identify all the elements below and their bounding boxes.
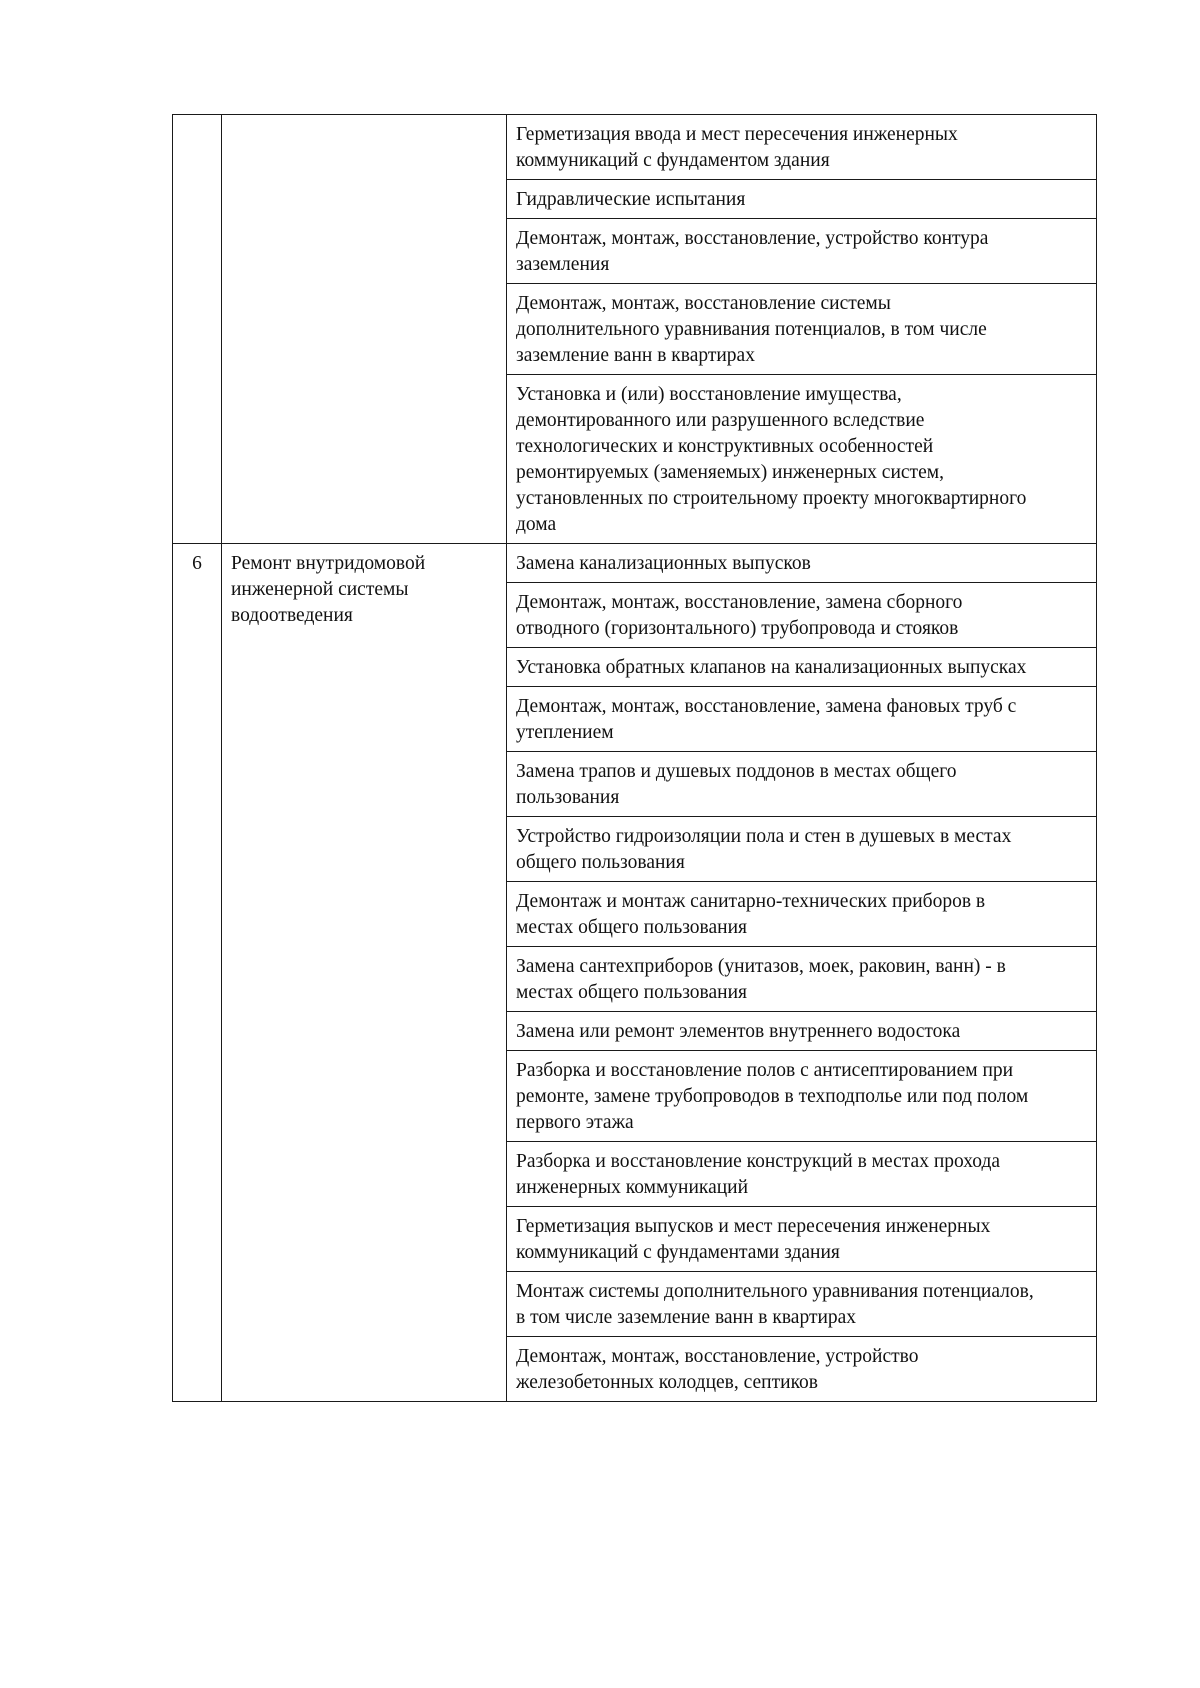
work-item-text: Демонтаж, монтаж, восстановление, замена сборного bbox=[516, 592, 963, 613]
work-item-text: Демонтаж, монтаж, восстановление, устройство контура bbox=[516, 228, 989, 249]
work-item-text: демонтированного или разрушенного вследствие bbox=[516, 410, 925, 431]
work-item-cell bbox=[507, 752, 1097, 817]
work-item-text: Демонтаж, монтаж, восстановление, устройство bbox=[516, 1346, 919, 1367]
work-item-text: дополнительного уравнивания потенциалов, в том числе bbox=[516, 319, 987, 340]
continued-section-name-cell bbox=[222, 115, 507, 544]
work-item-cell bbox=[507, 1142, 1097, 1207]
works-table-body bbox=[173, 115, 1097, 1402]
table-row bbox=[173, 115, 1097, 180]
work-item-text: Замена трапов и душевых поддонов в местах общего bbox=[516, 761, 957, 782]
work-item-cell bbox=[507, 1272, 1097, 1337]
work-item-text: Разборка и восстановление конструкций в местах прохода bbox=[516, 1151, 1001, 1172]
work-item-text: заземление ванн в квартирах bbox=[516, 345, 755, 366]
work-item-cell bbox=[507, 1207, 1097, 1272]
work-item-cell bbox=[507, 219, 1097, 284]
work-item-text: дома bbox=[516, 514, 557, 535]
work-item-text: установленных по строительному проекту многоквартирного bbox=[516, 488, 1027, 509]
work-item-cell bbox=[507, 375, 1097, 544]
work-item-text: Демонтаж, монтаж, восстановление, замена фановых труб с bbox=[516, 696, 1017, 717]
work-item-cell bbox=[507, 284, 1097, 375]
work-item-text: местах общего пользования bbox=[516, 917, 747, 938]
work-item-text: общего пользования bbox=[516, 852, 685, 873]
section-name bbox=[222, 544, 507, 1402]
work-item-text: Гидравлические испытания bbox=[516, 189, 746, 210]
work-item-cell bbox=[507, 1051, 1097, 1142]
work-item-text: инженерных коммуникаций bbox=[516, 1177, 749, 1198]
work-item-cell bbox=[507, 1337, 1097, 1402]
work-item-cell bbox=[507, 882, 1097, 947]
table-row bbox=[173, 544, 1097, 583]
work-item-cell bbox=[507, 583, 1097, 648]
work-item-text: отводного (горизонтального) трубопровода и стояков bbox=[516, 618, 959, 639]
work-item-cell bbox=[507, 648, 1097, 687]
work-item-text: Герметизация ввода и мест пересечения инженерных bbox=[516, 124, 958, 145]
work-item-cell bbox=[507, 817, 1097, 882]
work-item-text: заземления bbox=[516, 254, 610, 275]
work-item-cell bbox=[507, 947, 1097, 1012]
work-item-text: Установка и (или) восстановление имущества, bbox=[516, 384, 902, 405]
work-item-text: Демонтаж, монтаж, восстановление системы bbox=[516, 293, 891, 314]
work-item-text: железобетонных колодцев, септиков bbox=[516, 1372, 819, 1393]
work-item-cell bbox=[507, 115, 1097, 180]
work-item-text: Демонтаж и монтаж санитарно-технических приборов в bbox=[516, 891, 986, 912]
section-name-text: водоотведения bbox=[231, 605, 353, 626]
work-item-text: ремонте, замене трубопроводов в техподполье или под полом bbox=[516, 1086, 1029, 1107]
work-item-text: Герметизация выпусков и мест пересечения инженерных bbox=[516, 1216, 991, 1237]
work-item-cell bbox=[507, 1012, 1097, 1051]
work-item-text: Разборка и восстановление полов с антисептированием при bbox=[516, 1060, 1014, 1081]
work-item-text: технологических и конструктивных особенностей bbox=[516, 436, 934, 457]
work-item-text: утеплением bbox=[516, 722, 614, 743]
section-number: 6 bbox=[173, 544, 222, 1402]
work-item-text: коммуникаций с фундаментами здания bbox=[516, 1242, 840, 1263]
work-item-text: Монтаж системы дополнительного уравнивания потенциалов, bbox=[516, 1281, 1034, 1302]
work-item-text: первого этажа bbox=[516, 1112, 634, 1133]
work-item-cell bbox=[507, 544, 1097, 583]
work-item-text: Замена канализационных выпусков bbox=[516, 553, 811, 574]
continued-number-cell bbox=[173, 115, 222, 544]
work-item-text: ремонтируемых (заменяемых) инженерных систем, bbox=[516, 462, 944, 483]
work-item-text: пользования bbox=[516, 787, 620, 808]
work-item-text: Замена или ремонт элементов внутреннего водостока bbox=[516, 1021, 961, 1042]
section-name-text: инженерной системы bbox=[231, 579, 409, 600]
work-item-text: Замена сантехприборов (унитазов, моек, раковин, ванн) - в bbox=[516, 956, 1006, 977]
work-item-text: Устройство гидроизоляции пола и стен в душевых в местах bbox=[516, 826, 1012, 847]
work-item-cell bbox=[507, 687, 1097, 752]
section-name-text: Ремонт внутридомовой bbox=[231, 553, 426, 574]
work-item-cell bbox=[507, 180, 1097, 219]
work-item-text: в том числе заземление ванн в квартирах bbox=[516, 1307, 857, 1328]
work-item-text: местах общего пользования bbox=[516, 982, 747, 1003]
work-item-text: коммуникаций с фундаментом здания bbox=[516, 150, 830, 171]
works-table bbox=[172, 114, 1097, 1402]
work-item-text: Установка обратных клапанов на канализационных выпусках bbox=[516, 657, 1027, 678]
